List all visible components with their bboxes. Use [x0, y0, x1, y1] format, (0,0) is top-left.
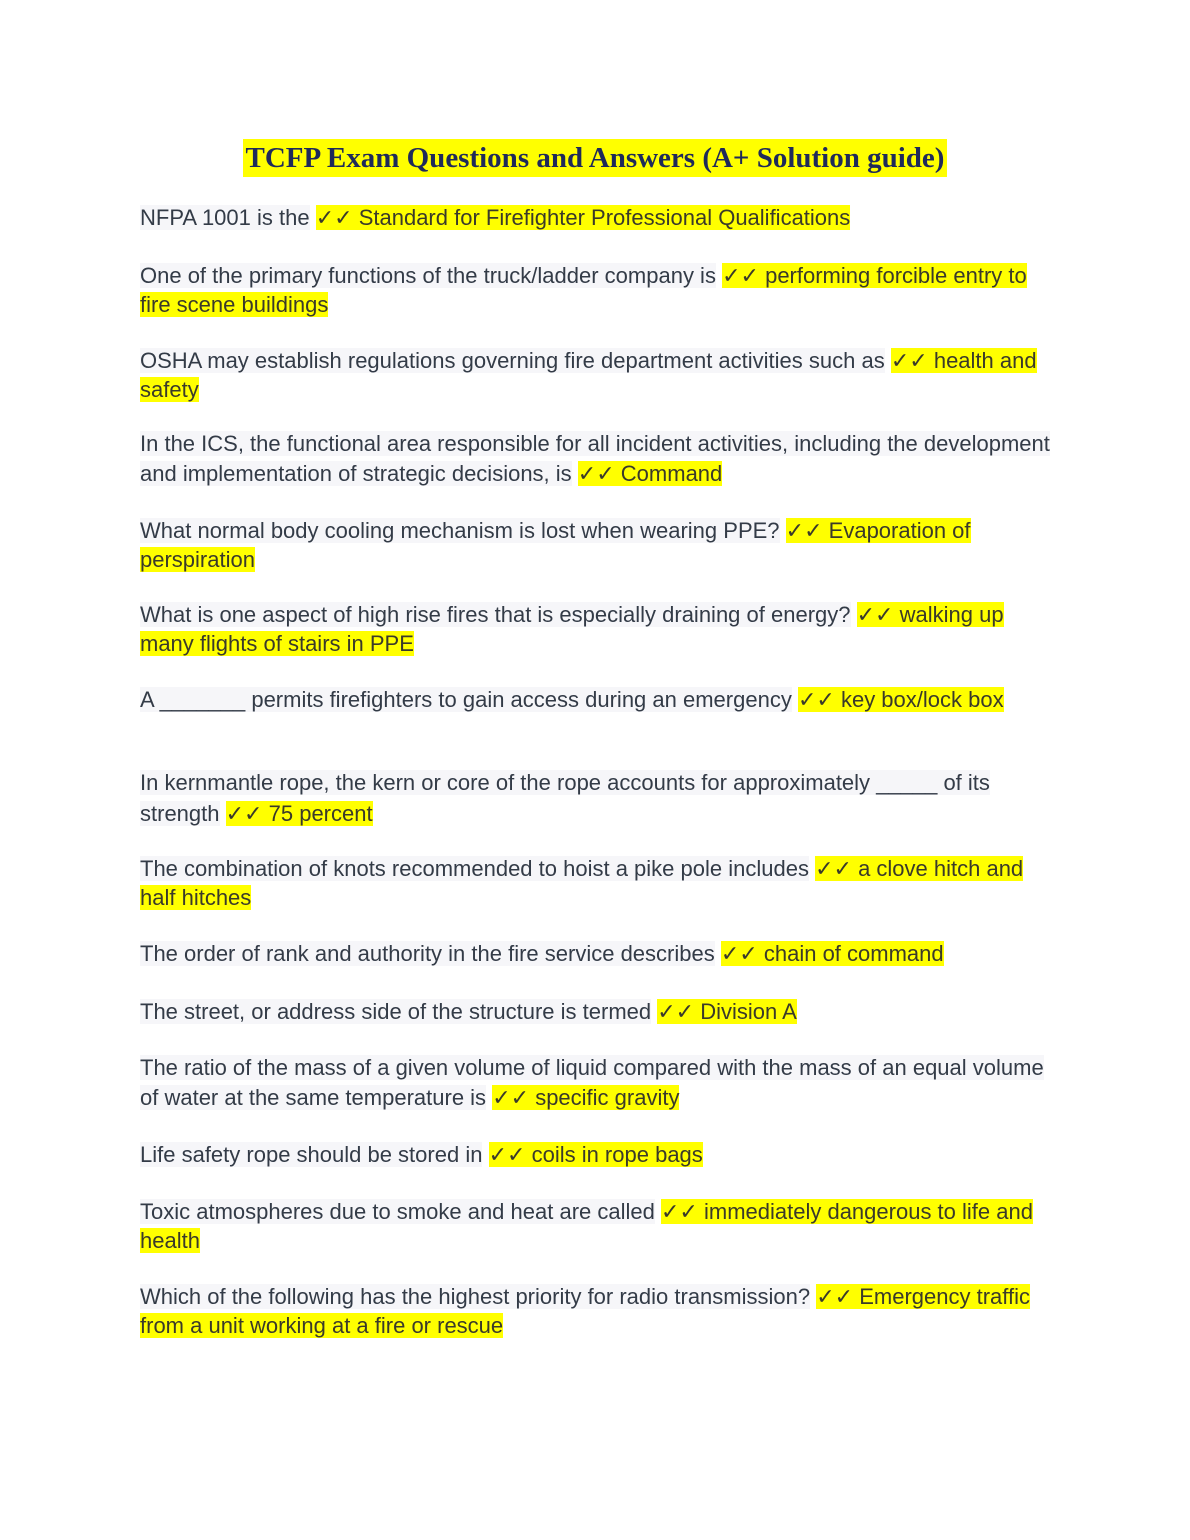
question-text: NFPA 1001 is the — [140, 205, 310, 230]
question-text: In the ICS, the functional area responsible for all incident activities, including the development and implementation of strategic decisions, is — [140, 431, 1050, 486]
qa-item — [140, 1141, 1055, 1170]
question-text: Which of the following has the highest priority for radio transmission? — [140, 1284, 811, 1309]
answer-text: Command — [620, 461, 723, 486]
qa-item — [140, 855, 1055, 912]
check-mark-icon: ✓✓ — [577, 461, 615, 486]
qa-item — [140, 262, 1055, 319]
answer-text: walking up many flights of stairs in PPE — [140, 602, 1004, 656]
answer-text: a clove hitch and half hitches — [140, 856, 1024, 910]
qa-item — [140, 767, 1055, 829]
qa-item — [140, 998, 1055, 1027]
qa-item — [140, 940, 1055, 969]
check-mark-icon: ✓✓ — [890, 348, 928, 373]
question-text: OSHA may establish regulations governing fire department activities such as — [140, 348, 885, 373]
check-mark-icon: ✓✓ — [722, 263, 759, 288]
qa-item — [140, 204, 1055, 233]
qa-item — [140, 1053, 1055, 1113]
answer-text: health and safety — [140, 348, 1037, 402]
question-text: A _______ permits firefighters to gain access during an emergency — [140, 687, 792, 712]
check-mark-icon: ✓✓ — [657, 999, 695, 1024]
check-mark-icon: ✓✓ — [315, 205, 353, 230]
qa-item — [140, 429, 1055, 489]
check-mark-icon: ✓✓ — [816, 1284, 854, 1309]
check-mark-icon: ✓✓ — [492, 1085, 530, 1110]
question-text: What normal body cooling mechanism is lost when wearing PPE? — [140, 518, 780, 543]
answer-text: Evaporation of perspiration — [140, 518, 971, 572]
qa-item — [140, 517, 1055, 574]
check-mark-icon: ✓✓ — [815, 856, 852, 881]
answer-text: coils in rope bags — [531, 1142, 703, 1167]
check-mark-icon: ✓✓ — [785, 518, 823, 543]
check-mark-icon: ✓✓ — [488, 1142, 526, 1167]
answer-text: Emergency traffic from a unit working at a fire or rescue — [140, 1284, 1031, 1338]
check-mark-icon: ✓✓ — [660, 1199, 698, 1224]
question-text: The ratio of the mass of a given volume of liquid compared with the mass of an equal volume of water at the same temperature is — [140, 1055, 1044, 1110]
answer-text: performing forcible entry to fire scene buildings — [140, 263, 1027, 317]
qa-item — [140, 347, 1055, 404]
answer-text: 75 percent — [268, 801, 373, 826]
question-text: The order of rank and authority in the fire service describes — [140, 941, 715, 966]
question-text: Toxic atmospheres due to smoke and heat are called — [140, 1199, 655, 1224]
question-text: In kernmantle rope, the kern or core of the rope accounts for approximately _____ of its strength — [140, 770, 990, 826]
qa-item — [140, 1198, 1055, 1255]
qa-item — [140, 1283, 1055, 1340]
question-text: The combination of knots recommended to hoist a pike pole includes — [140, 856, 809, 881]
title-container — [0, 139, 1190, 177]
answer-text: Standard for Firefighter Professional Qualifications — [358, 205, 851, 230]
check-mark-icon: ✓✓ — [856, 602, 894, 627]
document-title: TCFP Exam Questions and Answers (A+ Solution guide) — [243, 139, 948, 177]
answer-text: chain of command — [763, 941, 944, 966]
answer-text: key box/lock box — [840, 687, 1004, 712]
question-text: One of the primary functions of the truck/ladder company is — [140, 263, 716, 288]
question-text: What is one aspect of high rise fires that is especially draining of energy? — [140, 602, 851, 627]
check-mark-icon: ✓✓ — [225, 801, 263, 826]
answer-text: Division A — [700, 999, 797, 1024]
question-text: Life safety rope should be stored in — [140, 1142, 483, 1167]
check-mark-icon: ✓✓ — [797, 687, 835, 712]
qa-item — [140, 686, 1055, 715]
answer-text: immediately dangerous to life and health — [140, 1199, 1033, 1253]
answer-text: specific gravity — [535, 1085, 680, 1110]
qa-item — [140, 601, 1055, 658]
question-text: The street, or address side of the structure is termed — [140, 999, 652, 1024]
check-mark-icon: ✓✓ — [720, 941, 758, 966]
